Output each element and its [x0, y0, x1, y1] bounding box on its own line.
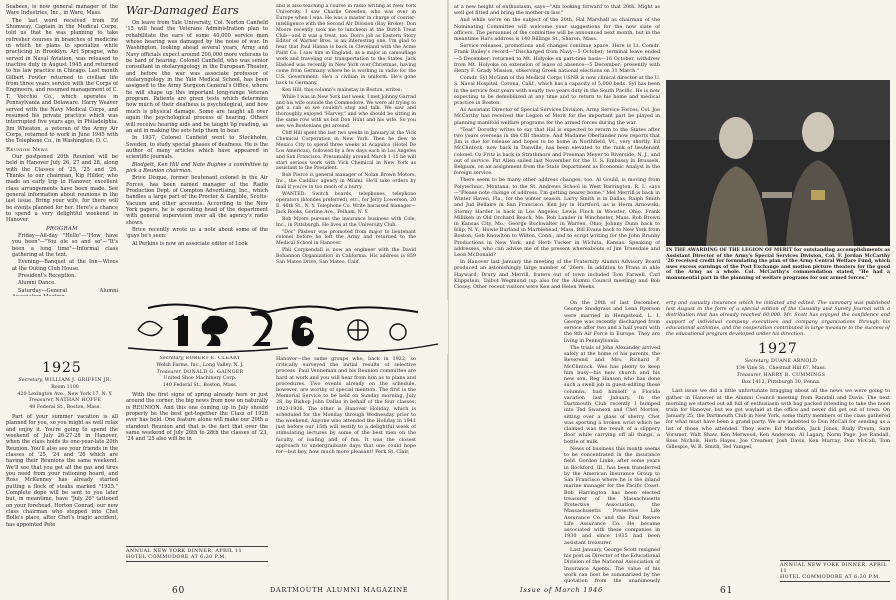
left-col2-bottom [126, 356, 268, 542]
paragraph: Brice recently wrote us a note about some of the 'guys he's seen: [126, 227, 268, 240]
paragraph: Phil Corykendall is now an engineer with the David Bohannon Organization in California. His address is 859 San Mateo Drive, San Mateo, Calif. [276, 248, 416, 266]
program-item: Friday—All-day "Hello"—"How have you been"—"You ole so and so"—"It's been a long time"—Informal class gathering at the tent. [12, 233, 118, 259]
notice-line: ANNUAL NEW YORK DINNER, APRIL 11 [780, 562, 888, 574]
left-col2-top [126, 4, 268, 296]
paragraph: There seem to be many other address changes, too. Al Gould, is moving from Polytechnic, Montana, to the St. Andrews School in West Barrington, R. I., says—"Please note change of address. I'm getting nearer home." Mel Merrill is back in Winter Haven, Fla., for the winter season. Larry Smith is in Dallas, Ralph Smith and Jud Bellaire in San Francisco. Ken Joy in Hartford, as is Herm Arnowski; Stormy Harder is back in Los Angeles; Lewis Finch in Wooster, Ohio. Frank Milliken in Old Orchard Beach, Me. Bob Lander in Winchester, Mass. Bob Brown in Kansas City, Mo.; George Buchwalter in Warren, Ohio; Johnny Dunn back to Islip, N. Y.; Howie Burland in Marblehead, Mass. Bill Evans back to New York from Boston; Gob Knowlton to Wilton, Conn., and to script writing for the John Brunby Productions in New York, and Herb Tucker in Wichita, Kansas. Speaking of addresses, who can advise me of the present whereabouts of Jim Truesdale and Leon McDonald? [454, 177, 660, 258]
secretary-name: ROBERT E. CLEARY [185, 356, 241, 361]
paragraph: On leave from Yale University, Col. Norton Canfield '15 will head the Veterans Administration plan to rehabilitate the ears of some 40,000 service men whose hearing was damaged by the noise of war. In Washington, looking ahead several years, Army and Navy officials expect around 200,000 more veterans to be hard of hearing. Colonel Canfield, who was senior consultant in otolaryngology in the European Theater, and before the war was associate professor of otolaryngology in the Yale Medical School, has been assigned to the Army Surgeon General's Office, where he will shape up this important long-range Veteran program. Patients are given tests which determine how much of their deafness is psychological, and how much is physical damage. Some are taught all over again the psychological process of hearing. Others will receive hearing aids and be taught lip reading, as an aid in making the sets help them to hear. [126, 20, 268, 134]
paragraph: Last issue we did a little unfortunate bragging about all the news we were going to gather in Hanover at the Alumni Council meeting from Randall and Davis. The next morning we started out all full of enthusiasm with bag packed intending to take the noon train for Hanover, but we got waylaid at the office and never did get out of town. On January 25, the Dartmouth Club in New York, some thirty members of the class gathered for what must have been a grand party. We are indebted to Don McCall for sending us a list of those who attended. They were: Ed Marston, Jack Jones, Rudy Preum, Sam Vorsmer, Walt Shaw, Ken Merwood, Ken Anderson, Al Lagary, Norm Page, Joe Randall, Ross Nichols, Herb Hayes, Joe Creamer, Josh Davis, Ken Murray, Don McCall, Tom Gillespie, W. B. Smith, Ted Yampel, [666, 388, 890, 451]
class-year-heading: 1925 [42, 360, 82, 376]
secretary-name: DUANE ARNOLD [770, 359, 818, 365]
address-line: United Shoe Machinery Corp. [163, 376, 237, 382]
notice-line: HOTEL COMMODORE AT 6:30 P.M. [780, 574, 881, 580]
paragraph: The trials of John Alexander arrived safely at the home of his parents, the Reverend and Mrs. Richard P. McClintock. Wes has plenty to keep him busy—his new church and his new son. Reg Hanson who has done such a swell job in guest-editing these columns, had himself a Florida vacation last January. In the Dartmouth Club recently I bumped into Ted Swanson and Chet Morton, sitting over a glass of sherry. Chet was sporting a broken wrist which he claimed was the result of a slippery floor while carrying off all things, a bottle of milk. [564, 344, 660, 445]
reunion-heading: Reunion News [6, 146, 49, 153]
treasurer-role: Treasurer, [156, 369, 182, 375]
paragraph: Brice Disque, former lieutenant colonel in the Air Forces, has been named manager of the Radio Production Dept. of Compton Advertising, Inc., which handles a large part of the Procter & Gamble, Scotts-Vacuum and other accounts. According to the New York papers, he is operating head of the department with general supervision over all the agency's radio shows. [126, 175, 268, 226]
paragraph: and is also teaching a course in radio writing at New York University. I saw Charlie Greeden, who was over in Europe when I was. He was a master in charge of courier-intelligence with the Second Air Division (Bay Broke). Don Moore recently took me to luncheon at the Dutch Treat Club—and it was a treat, too. Don's job as Eastern Story Editor of Warner Bros. is an interesting one. I'm glad to hear that Paul Hanna is back in Cleveland with the Acme Paint Co. I saw him in England, as a major in camouflage work and traveling our transportation to the States. Jack Hadoed was recently in New York over Christmas, having come from Germany where he is working in radio for the U.S. Government. He's a civilian in uniform. He's gone back to Germany. [276, 4, 416, 86]
magazine-name: DARTMOUTH ALUMNI MAGAZINE [270, 586, 409, 594]
paragraph: "Teat" Dorothy writes to say that Hal is expected to return to the States after two years overseas in the CBI theatre. And Madame Oberlander now reports that Jim is due for release and hopes to be home in Northfield, Vt., very shortly. Ed McClintock, now back in Danville, has been elevated to the rank of lieutenant colonel. Oz Fritz is back in Strathmore and Freeman Meyer to Riverside, N. J., and out of service. Pat Allen sailed last November for the U. S. Embassy in Brussels, Belgium, on an assignment from the State Department as Economic Analyst in the foreign service. [454, 126, 660, 177]
paragraph: Last January, George Scott resigned his post as Director of the Educational Division of the National Association of Insurance Agents. The value of his work can best be summarized by the quotation from the unanimously [564, 546, 660, 584]
paragraph: As Assistant Director of Special Services Division, Army Service Forces, Col. Joe McCarthy has received the Legion of Merit for the important part he played in planning manifold welfare programs for the armed forces during the war. [454, 107, 660, 126]
paragraph: "Doc" Pasteur was promoted from major to lieutenant colonel before he left the Army and returned to the Medical School in Hanover. [276, 229, 416, 247]
program-heading: PROGRAM [46, 225, 78, 232]
award-photo [666, 80, 890, 246]
paragraph: The last word received from Ed Shumway, Captain in the Medical Corps, told us that he was planning to take refresher courses in branches of medicine in which he plans to specialize while practicing in Brooklyn. Art Sprague, who served in Naval Aviation, was released to inactive duty in August 1945 and returned to his law practice in Chicago. Last month Gilbert Fowler returned to civilian life from three years service with the Corps of Engineers, and resumed management of C. T. Vocchio Co., which operates in Pennsylvania and Delaware. Harry Weaver served with the Navy Medical Corps, and resumed his private practice which was interrupted five years ago, in Philadelphia. Jim Wheaton, a veteran of the Army Air Corps, returned to work in June 1945 with the Telephone Co., in Washington, D. C. [6, 17, 118, 145]
left-page-footer [172, 586, 185, 596]
left-col1-top [6, 4, 118, 296]
right-col2 [564, 300, 660, 584]
paragraph: Service releases, promotions and changes continue apace. Here is Lt. Comdr. Frank Bailey's record—"Discharged from Navy—5 October; terminal leave ended—5 December; returned to Mt. Holyoke on part-time basis—16 October, withdrew from Mt. Holyoke on extension of leave of absence—5 December; presently with Henry F. Grady Mission, observing Greek national elections on 31 March." [454, 43, 660, 75]
paragraph: Seabees, is now general manager of the Ware Industries, Inc., in Ware, Mass. [6, 4, 118, 17]
treasurer-role: Treasurer, [736, 372, 762, 378]
address-line: 134 Vine St., Chestnut Hill 67, Mass. [735, 366, 827, 372]
page-number: 61 [720, 586, 734, 596]
right-page-footer [720, 586, 733, 596]
address-line: Box 1412, Pittsburgh 30, Penna. [741, 379, 821, 385]
paragraph: WANTED: Switch boards, telephones, telephone operators (blondes preferred), etc., for Jerry Lowerson, 20 E. 46th St., N. Y. Telephone Co. Write harassed manager—Jack Rooks, Gorline Ave., Pelham, N. Y. [276, 192, 416, 215]
treasurer-name: DONALD G. GAINGER [183, 369, 244, 375]
left-col3-top [276, 4, 416, 296]
paragraph: Blodgett, Ken Hill and Nate Bughee a committee to pick a Reunion chairman. [126, 161, 268, 174]
paragraph: Bob Pierce is general manager of Nolan Brown Motors, Inc., the Cadillac agency in Miami. He'll take orders by mail if you're in too much of a hurry. [276, 173, 416, 191]
address-line: Room 1100 [51, 384, 79, 390]
class-year-heading: 1927 [758, 341, 798, 358]
paragraph: On the 29th of last December, George Snodgrass and Lena Ryerson were married in Hempstead, L. I. George was recently discharged from service after two and a half years with the 8th Air Force in Europe. They are living in Pennsylvania. [564, 300, 660, 344]
left-col3-bottom [276, 356, 416, 578]
notice-line: HOTEL COMMODORE AT 6:30 P.M. [126, 554, 227, 560]
dinner-notice [126, 546, 268, 562]
left-col1-bottom [6, 356, 118, 578]
photo-caption: IN THE AWARDING OF THE LEGION OF MERIT for outstanding accomplishments as Assistant Director of the Army's Special Services Division, Col. F. Jordan McCarthy '26 received credit for formulating the plan of the Army Central Welfare Fund, which uses excess earnings of the Post Exchange and motion picture theaters for the good of the Army as a whole. Col. McCarthy's commendation stated, "He had a monumental part in the planning of welfare programs for our armed forces." [666, 248, 890, 281]
program-item: President's Reception. [18, 273, 76, 280]
photo-image [666, 80, 890, 246]
paragraph: Part of your summer vacation is all planned for you, so you might as well relax and enjoy it. You're going to spend the weekend of July 26-27-28 in Hanover, when the class holds its one-year-late 20th Reunion. You'll also see your friends in the classes of '25, '24 and '26 which are having their Reunions the same weekend. We'll see that you get all the gas and tires you need from your rationing board, and Ross McKenney has already started putting a flock of steaks marked "1925." Complete dope will be sent to you later but, in meantime, have "July 26" tattooed on your forehead. Horton Conrad, our new class chairman who stepped into Chet Bolle's place, after Chet's tragic accident, has appointed Pete [6, 413, 118, 528]
paragraph: While I was in New York last week, I met Johnny Garrad and his wife outside the Commodore. We were all trying to get a cab so we couldn't stop and talk. We saw and thoroughly enjoyed "Harvey," and who should be sitting in the same row with us but Don Hunt and his wife. So you see, we Bostonians get around. [276, 94, 416, 130]
secretary-name: WILLIAM J. GRIFFIN JR. [44, 378, 112, 383]
treasurer-name: NATHAN HOFFE [55, 398, 102, 404]
paragraph: Bob Myers pursues the insurance business with Cole, Inc., in Pittsburgh. He lives at the University Club. [276, 216, 416, 228]
dinner-notice [780, 560, 890, 582]
issue-date [520, 586, 603, 594]
address-line: 140 Federal St., Boston, Mass. [162, 383, 238, 389]
article-title: War-Damaged Ears [126, 4, 239, 17]
address-line: 49 Federal St., Boston, Mass. [29, 405, 101, 411]
program-item: Alumni Dance. [18, 280, 56, 287]
notice-line: ANNUAL NEW YORK DINNER, APRIL 11 [126, 548, 242, 554]
magazine-title [270, 586, 408, 594]
issue-label: Issue of March 1946 [520, 586, 603, 594]
paragraph: In Hanover last January the meeting of the Fraternity Alumni Advisory Board produced an astonishingly large number of '26ers. In addition to Frans in ahle Hayward, Drury and Merrill, fraters out of town included Tom Farwell, Carl Klippstein, Talbot Wegmund (up also for the Alumni Council meeting) and Bob Closey. Other recent visitors were Ken and Helen Weeks. [454, 259, 660, 290]
paragraph: With the first signs of spring already here or just around the corner, the big news from now on naturally is REUNION. And this one coming up in July should properly be the best get-together the Class of 1926 ever has held. One feature alone will make our 20th a standout Reunion and that is the fact that over the same weekend of July 26th to 28th the classes of '23, '24 and '25 also will be in [126, 391, 268, 443]
page-number: 60 [172, 586, 186, 596]
paragraph: Cliff Hill spent the last two weeks in January at the Vick Chemical Corporation in New York. Then he flew to Mexico City to spend three weeks at Acapulco (Hotel De Los Americas), followed by a few days each in Los Angeles and San Francisco. Presumably around March 1-15 he will start serious work with Vick Chemical in New York as assistant to the President. [276, 131, 416, 172]
paragraph: News of business this month seems to be concentrated in the insurance field. Gordon Linke, after some years in Rockford, Ill., has been transferred by the American Insurance Group to San Francisco where he is the inland marine manager for the Pacific Coast. Bob Harrington has been elected treasurer of the Massachusetts Protective Association, the Massachusetts Protective Life Assurance Co. and the Paul Revere Life Assurance Co. He became associated with these companies in 1930 and since 1935 had been assistant treasurer. [564, 445, 660, 546]
paragraph: at a new height of enthusiasm, says—"Am looking forward to that 20th. Might as well get fitted and bring the mother-in-law." [454, 4, 660, 17]
paragraph: And while we're on the subject of the 20th, Hal Marshall as chairman of the Nominating Committee will welcome your suggestions for the new slate of officers. The personnel of the committee will be announced next month, but in the meantime Hal's address is 140 Billings St., Sharon, Mass. [454, 17, 660, 43]
secretary-role: Secretary, [159, 356, 185, 361]
paragraph: Al Perkins is now an associate editor of Look [132, 240, 248, 247]
program-item: Saturday—General Alumni [18, 287, 118, 294]
paragraph: Comdr. Syl McGinn of the Medical Corps USNR is now clinical director at the U. S. Naval Hospital, Corona, Calif., which has a capacity of 5,000 beds. Syl has been in the service four years with nearly two years duty in the South Pacific. He is now expecting to be demobilized at any time and to return to his home and medical practice in Boston. [454, 75, 660, 107]
secretary-role: Secretary, [744, 359, 770, 365]
treasurer-role: Treasurer, [28, 398, 54, 404]
secretary-role: Secretary, [18, 378, 44, 383]
address-line: 420 Lexington Ave., New York 17, N. Y. [17, 391, 113, 397]
paragraph: Our postponed 20th Reunion will be held in Hanover July 26, 27 and 28, along with the Classes of '25, '25 and '26. Thanks to our chairman, Kip Hilder, who made an early trip to Hanover, excellent class arrangements have been made. See general information about reunions in the last issue. Bring your wife, for there will be events planned for her. Here's a chance to spend a very delightful weekend in Hanover. [6, 153, 118, 224]
right-col3 [666, 300, 890, 582]
class-year-banner-illustration [118, 300, 448, 354]
paragraph: Ken Hill, this column's mainstay in Boston, writes: [282, 87, 402, 93]
paragraph: Hanover—the same groups who, back in 1922, so critically surveyed the initial results of selective process. Paul Venneman and his Reunion committee are hard at work and you will hear from him as to plans and procedures. Two events already on the schedule, however, are worthy of special mention. The first is the Memorial Service to be held on Sunday morning, July 28, by Bishop John Dallas in behalf of the four classes, 1923-1926. The other is Hanover Holiday, which is scheduled for the Monday through Wednesday prior to the weekend. Anyone who attended the Holiday in 1941 just before our 15th will testify to a delightful week of stimulating lectures by some of the best men on the faculty, of loafing and of fun. It was the closest approach to undergraduate days that one could hope for—but boy, how much more pleasant! Perk St. Clair, [276, 356, 416, 456]
paragraph: In 1937, Colonel Canfield went to Stockholm, Sweden, to study special phases of deafness. He is the author of many articles which have appeared in scientific journals. [126, 135, 268, 161]
paragraph: erty and casualty insurance which he initiated and edited. The summary was published last August in the form of a special edition of the Casualty and Surety Journal with a distribution that has already reached 60,000. Mr. Scott has enjoyed the confidence and support of individual company executives and company organizations through his educational activities, and the cooperation contributed in large measure to the success of the educational program developed under his direction. [666, 300, 890, 338]
treasurer-name: HARRY B. CUMMINGS [763, 372, 826, 378]
program-item: Evening—Banquet at the Inn—Wives at the Outing Club House. [12, 259, 118, 272]
address-line: Welsh Farms, Inc., Long Valley, N. J. [156, 362, 244, 368]
